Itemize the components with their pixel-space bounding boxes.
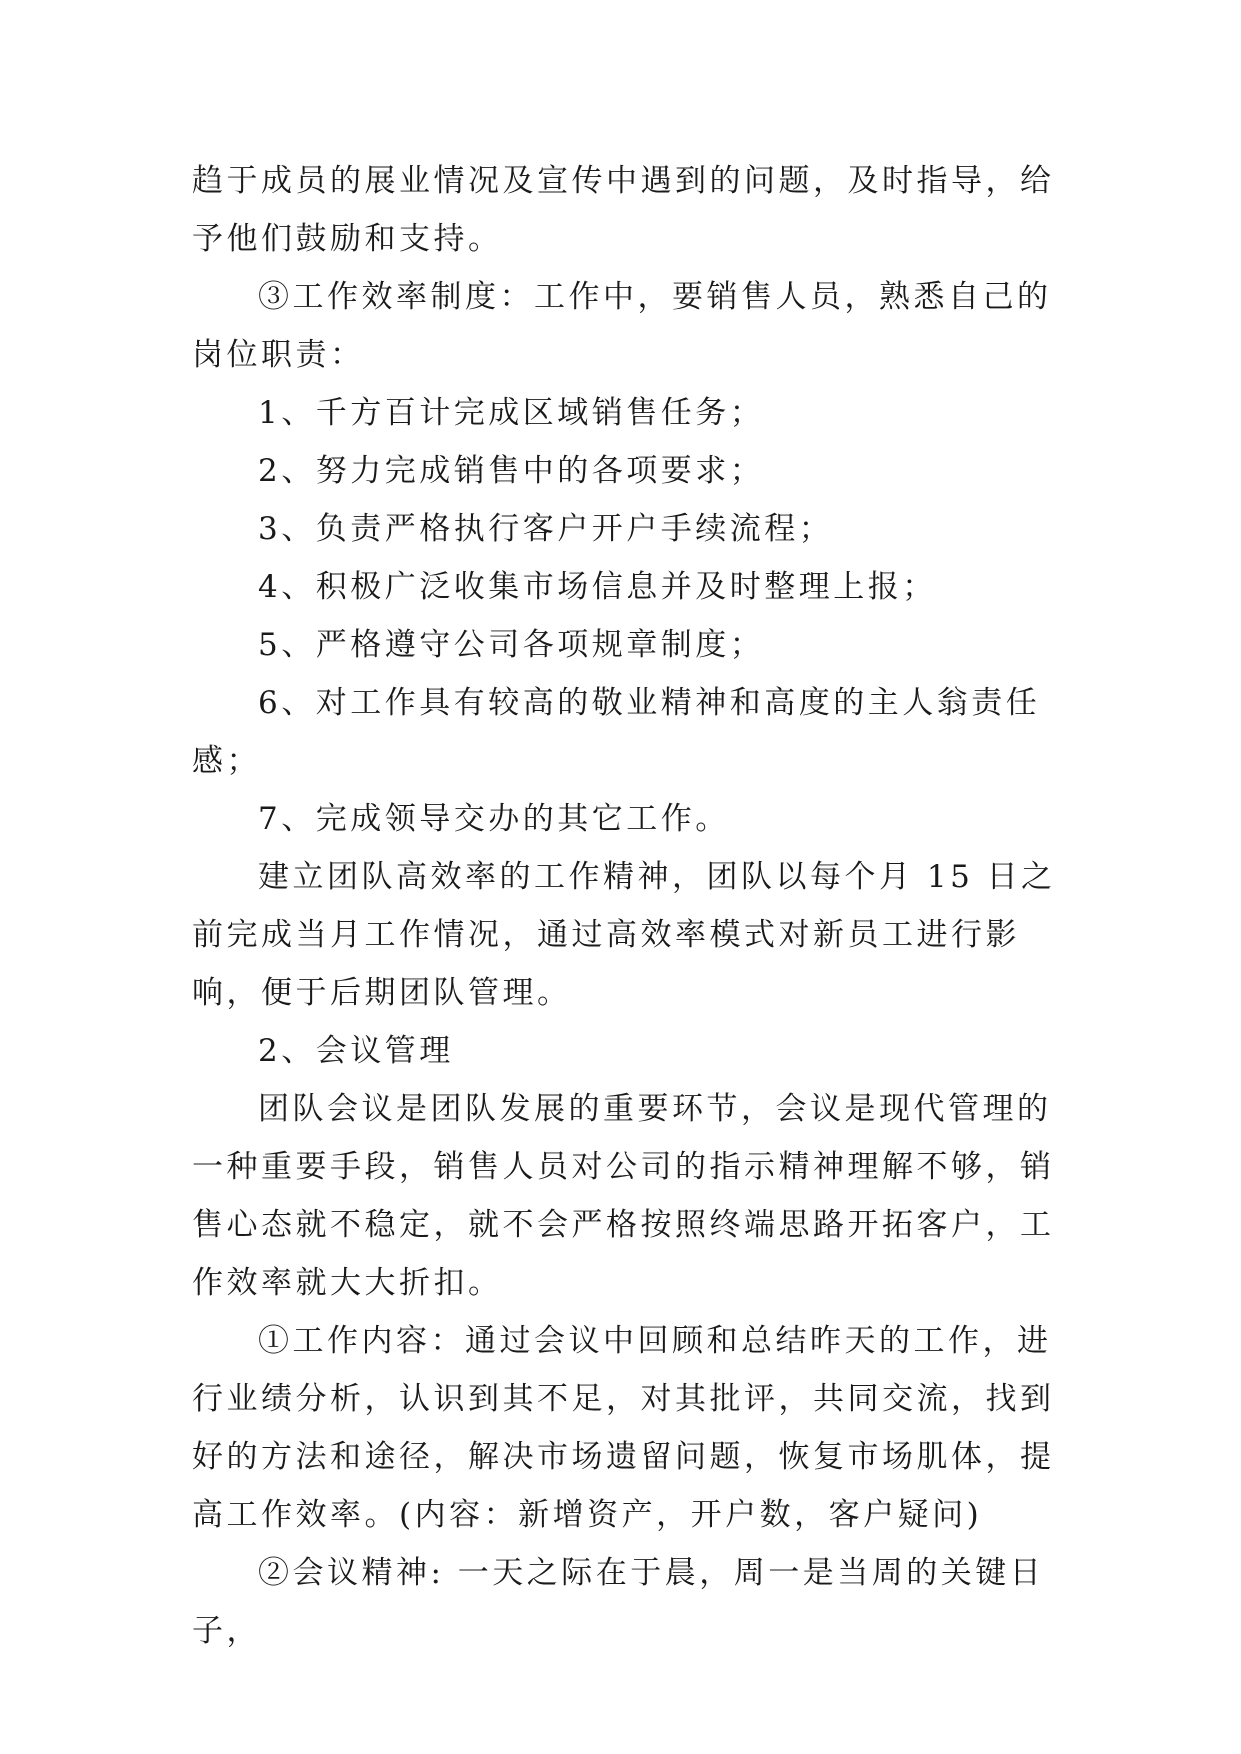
list-item-7: 7、完成领导交办的其它工作。: [258, 801, 730, 837]
list-item-1: 1、千方百计完成区域销售任务；: [258, 395, 765, 431]
section-heading-meeting-management: 2、会议管理: [258, 1033, 454, 1069]
list-item-5: 5、严格遵守公司各项规章制度；: [258, 627, 765, 663]
paragraph-meeting-spirit: ②会议精神: 一天之际在于晨，周一是当周的关键日子，: [192, 1555, 1045, 1649]
list-item-6: 6、对工作具有较高的敬业精神和高度的主人翁责任感；: [192, 685, 1041, 779]
list-item-2: 2、努力完成销售中的各项要求；: [258, 453, 765, 489]
list-item-3: 3、负责严格执行客户开户手续流程；: [258, 511, 834, 547]
paragraph-team-meeting: 团队会议是团队发展的重要环节，会议是现代管理的一种重要手段，销售人员对公司的指示精神理解不够，销售心态就不稳定，就不会严格按照终端思路开拓客户，工作效率就大大折扣。: [192, 1091, 1055, 1301]
paragraph-work-content: ①工作内容：通过会议中回顾和总结昨天的工作，进行业绩分析，认识到其不足，对其批评，共同交流，找到好的方法和途径，解决市场遗留问题，恢复市场肌体，提高工作效率。(内容：新增资产，开户数，客户疑问): [192, 1323, 1055, 1533]
paragraph-continuation: 趋于成员的展业情况及宣传中遇到的问题，及时指导，给予他们鼓励和支持。: [192, 163, 1055, 257]
list-item-4: 4、积极广泛收集市场信息并及时整理上报；: [258, 569, 937, 605]
paragraph-efficiency-system: ③工作效率制度：工作中，要销售人员，熟悉自己的岗位职责：: [192, 279, 1052, 373]
document-body: [192, 152, 1072, 1660]
paragraph-team-spirit: 建立团队高效率的工作精神，团队以每个月 15 日之前完成当月工作情况，通过高效率模式对新员工进行影响，便于后期团队管理。: [192, 859, 1056, 1011]
